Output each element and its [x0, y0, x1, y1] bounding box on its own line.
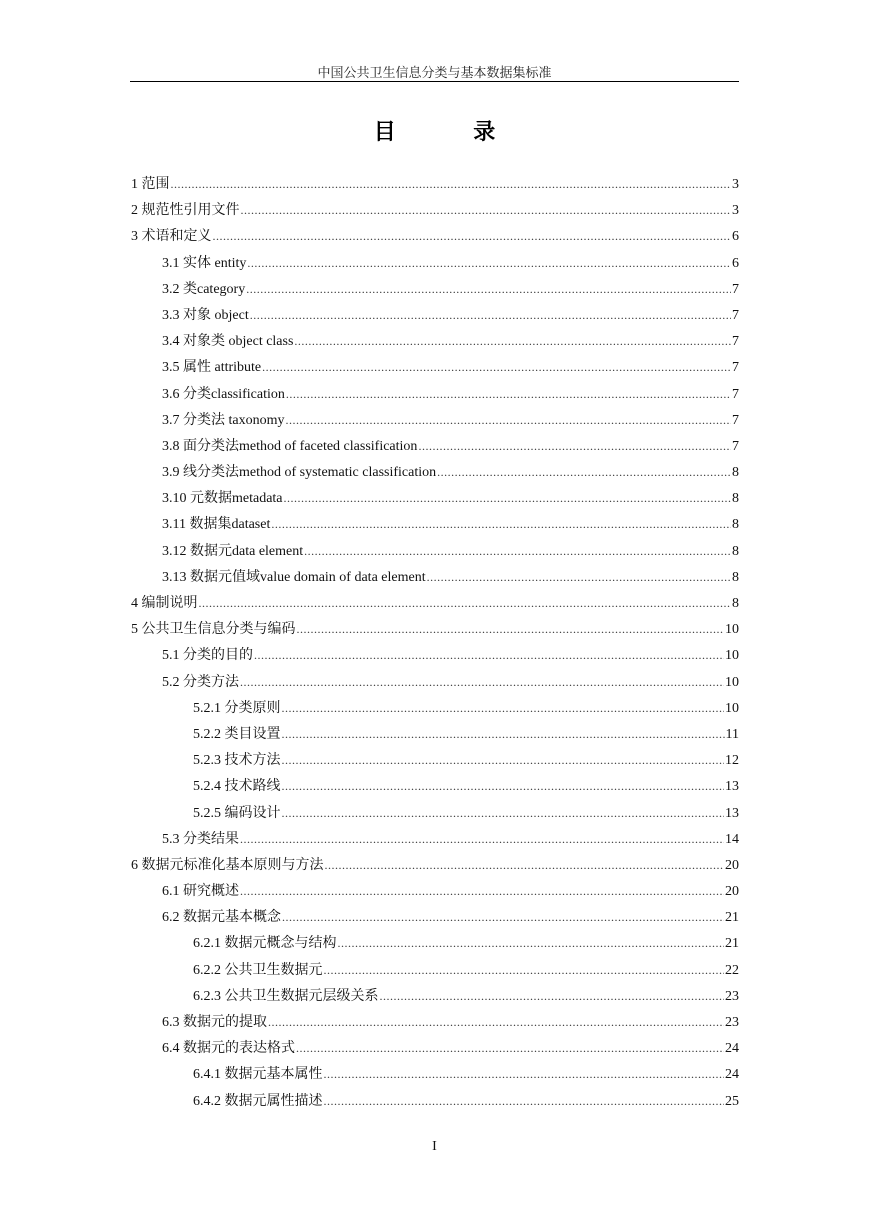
toc-entry-label: 1 范围: [131, 177, 170, 192]
toc-entry[interactable]: [131, 590, 739, 616]
toc-entry-page: 13: [725, 779, 739, 795]
toc-entry-page: 10: [725, 700, 739, 716]
toc-entry-label: 3.10 元数据metadata: [162, 491, 283, 507]
toc-entry-page: 14: [725, 831, 739, 847]
toc-entry[interactable]: [131, 983, 739, 1009]
toc-entry-page: 11: [725, 726, 739, 742]
toc-entry[interactable]: [131, 642, 739, 668]
toc-entry[interactable]: [131, 852, 739, 878]
toc-entry[interactable]: [131, 538, 739, 564]
toc-entry-label: 3.13 数据元值域value domain of data element: [162, 569, 426, 585]
toc-entry-page: 8: [732, 596, 739, 611]
toc-entry[interactable]: [131, 250, 739, 276]
toc-entry-label: 6.4.2 数据元属性描述: [193, 1093, 323, 1109]
toc-entry[interactable]: [131, 302, 739, 328]
dot-leader: [282, 904, 724, 930]
toc-entry[interactable]: [131, 1009, 739, 1035]
dot-leader: [286, 381, 731, 407]
dot-leader: [240, 669, 724, 695]
toc-entry-page: 7: [732, 386, 739, 402]
dot-leader: [437, 459, 731, 485]
toc-entry[interactable]: [131, 223, 739, 249]
dot-leader: [282, 800, 725, 826]
toc-entry[interactable]: [131, 669, 739, 695]
toc-entry-page: 8: [732, 543, 739, 559]
toc-entry-label: 3.11 数据集dataset: [162, 517, 271, 533]
dot-leader: [268, 1009, 724, 1035]
toc-entry-page: 6: [732, 229, 739, 245]
dot-leader: [284, 485, 731, 511]
toc-entry[interactable]: [131, 930, 739, 956]
dot-leader: [262, 354, 731, 380]
toc-entry-page: 20: [725, 884, 739, 900]
toc-entry-page: 10: [725, 648, 739, 664]
toc-entry-page: 7: [732, 412, 739, 428]
dot-leader: [296, 1035, 724, 1061]
toc-entry-page: 12: [725, 753, 739, 769]
toc-entry-label: 3.3 对象 object: [162, 307, 249, 323]
toc-entry[interactable]: [131, 747, 739, 773]
toc-entry-label: 6.2 数据元基本概念: [162, 910, 281, 926]
toc-entry[interactable]: [131, 381, 739, 407]
toc-entry-label: 4 编制说明: [131, 596, 198, 611]
toc-entry-page: 10: [725, 674, 739, 690]
toc-entry[interactable]: [131, 957, 739, 983]
toc-entry[interactable]: [131, 1035, 739, 1061]
toc-entry-label: 5.2.3 技术方法: [193, 753, 281, 769]
toc-entry-label: 3.7 分类法 taxonomy: [162, 412, 285, 428]
toc-entry-page: 7: [732, 334, 739, 350]
toc-entry[interactable]: [131, 800, 739, 826]
toc-entry-label: 5.2.5 编码设计: [193, 805, 281, 821]
toc-entry-label: 3 术语和定义: [131, 229, 212, 245]
toc-entry-page: 23: [725, 988, 739, 1004]
dot-leader: [294, 328, 731, 354]
toc-entry[interactable]: [131, 904, 739, 930]
page-number: I: [432, 1139, 437, 1154]
dot-leader: [282, 747, 725, 773]
toc-entry-label: 3.5 属性 attribute: [162, 360, 262, 376]
dot-leader: [418, 433, 731, 459]
toc-entry-page: 8: [732, 569, 739, 585]
toc-entry[interactable]: [131, 407, 739, 433]
toc-entry-label: 3.1 实体 entity: [162, 255, 247, 271]
dot-leader: [271, 511, 731, 537]
toc-entry[interactable]: [131, 616, 739, 642]
toc-entry-page: 7: [732, 307, 739, 323]
dot-leader: [324, 1061, 725, 1087]
toc-entry-page: 7: [732, 438, 739, 454]
dot-leader: [250, 302, 731, 328]
toc-entry-page: 23: [725, 1015, 739, 1030]
dot-leader: [247, 250, 731, 276]
dot-leader: [241, 197, 732, 223]
dot-leader: [338, 930, 725, 956]
toc-entry[interactable]: [131, 171, 739, 197]
toc-entry-page: 7: [732, 360, 739, 376]
dot-leader: [324, 1088, 725, 1114]
table-of-contents: [131, 171, 739, 1114]
dot-leader: [240, 826, 724, 852]
running-header: 中国公共卫生信息分类与基本数据集标准: [317, 65, 552, 80]
toc-entry[interactable]: [131, 564, 739, 590]
dot-leader: [427, 564, 731, 590]
dot-leader: [282, 773, 725, 799]
toc-entry-label: 6.3 数据元的提取: [162, 1015, 267, 1030]
dot-leader: [254, 642, 724, 668]
dot-leader: [282, 695, 725, 721]
toc-entry-label: 6 数据元标准化基本原则与方法: [131, 857, 324, 873]
toc-entry-label: 6.2.3 公共卫生数据元层级关系: [193, 988, 379, 1004]
toc-entry[interactable]: [131, 354, 739, 380]
toc-entry-page: 13: [725, 805, 739, 821]
dot-leader: [325, 852, 725, 878]
toc-entry-label: 5.2.2 类目设置: [193, 726, 281, 742]
toc-entry[interactable]: [131, 433, 739, 459]
toc-entry-page: 3: [732, 177, 739, 192]
toc-entry-label: 5.2.1 分类原则: [193, 700, 281, 716]
toc-entry-page: 3: [732, 203, 739, 219]
toc-entry-label: 5 公共卫生信息分类与编码: [131, 622, 296, 638]
toc-entry[interactable]: [131, 459, 739, 485]
toc-entry-label: 3.4 对象类 object class: [162, 334, 294, 350]
toc-entry-label: 5.2 分类方法: [162, 674, 239, 690]
toc-entry[interactable]: [131, 328, 739, 354]
dot-leader: [199, 590, 732, 616]
toc-entry-page: 24: [725, 1067, 739, 1083]
toc-entry-page: 20: [725, 857, 739, 873]
dot-leader: [286, 407, 732, 433]
toc-entry-label: 5.2.4 技术路线: [193, 779, 281, 795]
toc-entry-label: 3.12 数据元data element: [162, 543, 304, 559]
toc-entry-label: 6.1 研究概述: [162, 884, 239, 900]
toc-entry[interactable]: [131, 276, 739, 302]
toc-entry-label: 3.6 分类classification: [162, 386, 285, 402]
toc-entry-page: 21: [725, 910, 739, 926]
toc-entry-label: 5.3 分类结果: [162, 831, 239, 847]
toc-entry-label: 6.2.2 公共卫生数据元: [193, 962, 323, 978]
toc-entry-page: 8: [732, 491, 739, 507]
toc-entry-page: 21: [725, 936, 739, 952]
toc-entry[interactable]: [131, 511, 739, 537]
toc-entry-page: 22: [725, 962, 739, 978]
dot-leader: [380, 983, 725, 1009]
dot-leader: [240, 878, 724, 904]
toc-entry-label: 6.4.1 数据元基本属性: [193, 1067, 323, 1083]
toc-entry-page: 10: [725, 622, 739, 638]
toc-entry-label: 3.2 类category: [162, 281, 246, 297]
toc-entry[interactable]: [131, 1061, 739, 1087]
dot-leader: [171, 171, 732, 197]
toc-entry-page: 7: [732, 281, 739, 297]
toc-entry[interactable]: [131, 826, 739, 852]
toc-entry[interactable]: [131, 878, 739, 904]
page-title: 目 录: [373, 119, 532, 144]
toc-entry-label: 6.2.1 数据元概念与结构: [193, 936, 337, 952]
toc-entry-page: 6: [732, 255, 739, 271]
toc-entry[interactable]: [131, 721, 739, 747]
toc-entry-page: 8: [732, 517, 739, 533]
dot-leader: [282, 721, 725, 747]
toc-entry[interactable]: [131, 773, 739, 799]
toc-entry-label: 2 规范性引用文件: [131, 203, 240, 219]
toc-entry-page: 8: [732, 465, 739, 481]
toc-entry-label: 3.8 面分类法method of faceted classification: [162, 438, 418, 454]
dot-leader: [297, 616, 725, 642]
toc-entry-label: 5.1 分类的目的: [162, 648, 253, 664]
dot-leader: [246, 276, 731, 302]
toc-entry[interactable]: [131, 695, 739, 721]
dot-leader: [213, 223, 732, 249]
header-rule: [130, 81, 739, 82]
toc-entry-label: 3.9 线分类法method of systematic classification: [162, 465, 437, 481]
toc-entry[interactable]: [131, 485, 739, 511]
dot-leader: [324, 957, 725, 983]
toc-entry[interactable]: [131, 1088, 739, 1114]
toc-entry-page: 24: [725, 1041, 739, 1057]
toc-entry-page: 25: [725, 1093, 739, 1109]
toc-entry-label: 6.4 数据元的表达格式: [162, 1041, 295, 1057]
dot-leader: [304, 538, 731, 564]
toc-entry[interactable]: [131, 197, 739, 223]
